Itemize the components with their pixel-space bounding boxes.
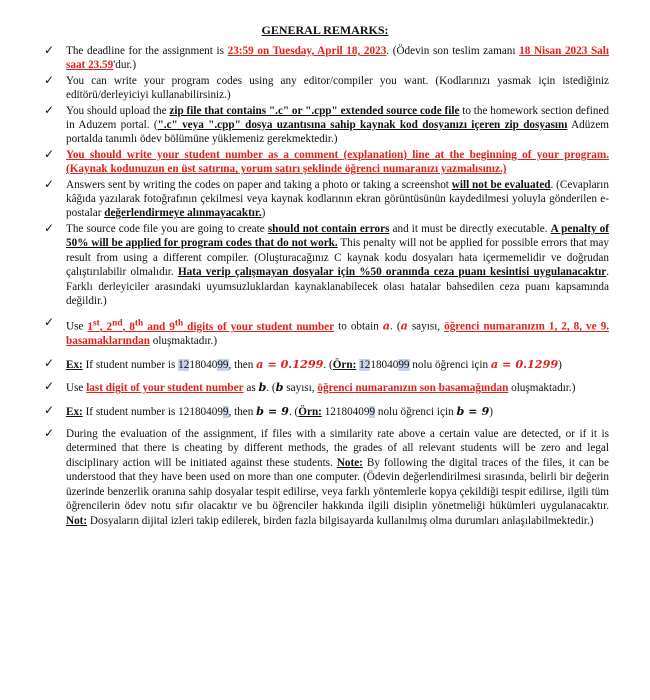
item-text: nolu öğrenci için [409,358,491,371]
check-icon: ✓ [44,146,55,161]
highlight-digits: 12 [178,358,190,371]
list-item-digit-b [44,380,609,395]
variable-b: b [258,380,267,395]
item-text: . (Cevapların kâğıda yazılarak fotoğrafının çekilmesi veya kaynak kodlarının ekran görüntüsünün kaydedilmesi yoluyla gönderilen e-postalar [66,178,609,220]
list-item-student-number [44,148,609,177]
example-label: Ex: [66,405,83,418]
item-text: to the homework section defined in Aduzem portal. ( [66,104,609,132]
example-label-tr: Örn: [332,358,357,371]
list-item-editor [44,74,609,103]
penalty-tr: Hata verip çalışmayan dosyalar için %50 oranında ceza puanı kesintisi uygulanacaktır [177,266,607,279]
item-text: ) [261,207,266,220]
highlight-digits: 9 [369,405,376,418]
highlight-digits: 99 [217,358,229,371]
item-text: . ( [266,382,276,395]
check-icon: ✓ [44,379,55,394]
not-evaluated: will not be evaluated [451,178,551,191]
item-text: . ( [323,358,333,371]
remarks-list [44,44,609,529]
item-text: Use [66,382,87,395]
variable-a: a [382,319,391,334]
student-number-comment: You should write your student number as a comment (explanation) line at the beginning of your program. (Kaynak kodunuzun en üst satırına, yorum satırı şeklinde öğrenci numaranızı yazmalısınız.) [66,148,609,176]
note-label: Note: [336,456,363,469]
highlight-digits: 9 [222,405,229,418]
last-digit: last digit of your student number [86,382,244,395]
zip-requirement-tr: ".c" veya ".cpp" dosya uzantısına sahip kaynak kod dosyanızı içeren zip dosyasını [157,119,568,132]
list-item-deadline [44,44,609,73]
ordinal-suffix: st [93,318,100,329]
item-text: If student number is [82,358,179,371]
item-text: The deadline for the assignment is [66,45,228,57]
no-errors: should not contain errors [267,222,390,235]
check-icon: ✓ [44,72,55,87]
page-title: GENERAL REMARKS: [261,23,389,37]
deadline-en: 23:59 on Tuesday, April 18, 2023 [227,45,387,57]
equation-a: a = 0.1299 [256,356,324,371]
digits-label: digits of your student number [183,321,335,334]
list-item-upload [44,104,609,147]
penalty-en: A penalty of 50% will be applied for program codes that do not work. [66,222,610,250]
item-text: Use [66,321,88,334]
variable-b: b [275,380,284,395]
example-label-tr: Örn: [298,405,322,418]
equation-a: a = 0.1299 [490,356,559,371]
item-text: ) [558,358,562,371]
check-icon: ✓ [44,402,55,417]
ordinal-suffix: nd [112,318,123,329]
check-icon: ✓ [44,355,55,370]
equation-b: b = 9 [256,403,289,418]
list-item-digits-a [44,316,609,349]
digit-2: , 2 [99,321,113,334]
list-item-plagiarism [44,427,609,528]
item-text: . ( [390,321,401,334]
item-text: oluşmaktadır.) [508,382,576,395]
check-icon: ✓ [44,176,55,191]
item-text: sayısı, [283,382,318,395]
item-text: If student number is 12180409 [82,405,223,418]
note-label-tr: Not: [66,514,88,527]
check-icon: ✓ [44,43,55,57]
digits-tr: öğrenci numaranızın 1, 2, 8, ve 9. basamaklarından [66,321,609,348]
item-text: Answers sent by writing the codes on paper and taking a photo or taking a screenshot [66,178,452,191]
check-icon: ✓ [44,315,55,330]
item-text: Adüzem portalda tanımlı ödev bölümüne yüklemeniz gerekmektedir.) [66,119,609,146]
list-item-example-b [44,404,609,419]
item-text: to obtain [334,321,383,334]
item-text: nolu öğrenci için [375,405,457,418]
item-text: By following the digital traces of the files, it can be understood that they have been used on more than one computer. (Ödevin değerlendirilmesi sırasında, belirli bir değerin üzerinde benzerlik oranına sahip dosyalar tespit edilirse, veya farklı yöntemlerle kopya çekildiği tespit edilirse, ilgili tüm öğrencilerin ödev notu sıfır olacaktır ve bu öğrenciler hakkında ilgili disiplin yönetmeliği hükümleri uygulanacaktır. [66,456,609,513]
item-text: Dosyaların dijital izleri takip edilerek, birden fazla bilgisayarda kullanılmış olma durumları anlaşılabilmektedir.) [87,514,594,527]
digit-9: and 9 [143,321,175,334]
item-text: During the evaluation of the assignment, if files with a similarity rate above a certain value are detected, or if it is determined that there is cheating by different methods, the grades of all relevant students will be zero and legal disciplinary action will be initiated against these students. [66,428,609,469]
item-text: as [243,382,259,395]
digit-1: 1 [87,321,93,334]
variable-a: a [400,319,408,334]
item-text: 18040 [189,358,218,371]
ordinal-suffix: th [174,318,184,329]
deadline-tr: 18 Nisan 2023 Salı saat 23.59 [66,45,609,72]
example-label: Ex: [66,358,83,371]
ordinal-suffix: th [134,318,144,329]
item-text: sayısı, [407,321,445,334]
item-text: 18040 [370,358,399,371]
item-text: and it must be directly executable. [389,222,551,235]
item-text: ) [489,405,493,418]
check-icon: ✓ [44,220,55,235]
item-text: , then [228,405,257,418]
item-text: The source code file you are going to create [66,222,268,235]
item-text: You can write your program codes using any editor/compiler you want. (Kodlarınızı yasmak için istediğiniz editörü/derleyiciyi kullanabilirsiniz.) [66,74,609,102]
item-text: oluşmaktadır.) [149,335,218,348]
item-text: , then [228,358,257,371]
item-text: . ( [288,405,299,418]
check-icon: ✓ [44,426,55,441]
list-item-example-a [44,357,609,372]
item-text: You should upload the [66,104,170,117]
highlight-digits: 12 [359,358,371,371]
equation-b: b = 9 [456,403,490,418]
list-item-errors [44,222,609,308]
item-text: . Farklı derleyiciler arasındaki uyumsuzluklardan kaynaklanabilecek olası hatalar bahsedilen ceza puanı kapsamında değildir.) [66,266,609,307]
item-text: This penalty will not be applied for possible errors that may result from using a different compiler. (Oluşturacağınız C kaynak kodu dosyaları hata içermemelidir ve doğrudan çalıştırılabilir olmalıdır. [66,237,609,279]
digit-8: , 8 [122,321,135,334]
last-digit-tr: öğrenci numaranızın son basamağından [317,382,509,395]
zip-requirement-en: zip file that contains ".c" or ".cpp" extended source code file [169,104,460,117]
item-text: 'dur.) [113,59,137,72]
highlight-digits: 99 [398,358,410,371]
check-icon: ✓ [44,102,55,117]
list-item-no-photos [44,178,609,221]
item-text: 12180409 [321,405,370,418]
item-text: . (Ödevin son teslim zamanı [386,45,520,57]
not-evaluated-tr: değerlendirmeye alınmayacaktır. [104,207,262,220]
